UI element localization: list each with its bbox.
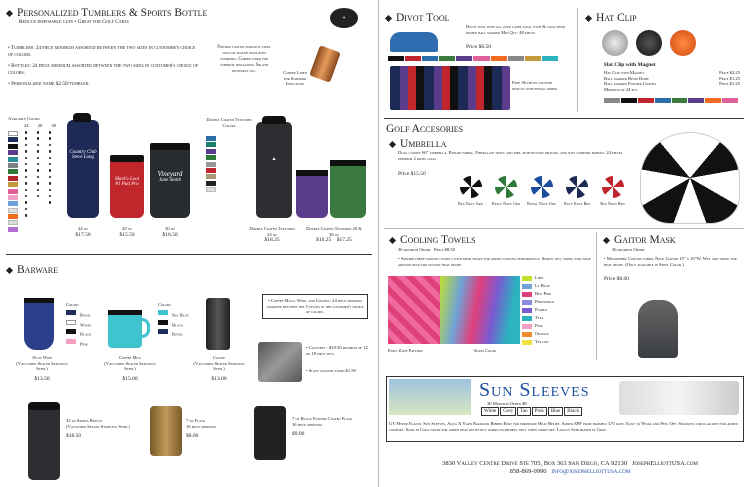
gaiter-price: Price $8.00 [604, 276, 630, 282]
engrave-name2: Jane Smith [158, 178, 182, 183]
swatch-light-blue [8, 201, 18, 206]
towel-solid-label: Solid Color [474, 348, 497, 353]
size-30: 30 [51, 123, 56, 128]
footer-phone: 858-869-0990 [509, 468, 547, 475]
black-flask-info: 7 oz Black Powder Coated Flask 16 piece minimum. $9.00 [292, 416, 353, 438]
price-30: 30 oz $16.50 [162, 226, 178, 238]
engrave-club: Country Club [69, 150, 97, 155]
swatch-purple [8, 150, 18, 155]
double-20-image [296, 170, 328, 218]
tumbler-30-image [150, 143, 190, 218]
gaiter-heading [604, 234, 676, 246]
towel-fan-image [440, 276, 520, 344]
divot-counter-note: Free 36 pieces counter display with initial order [512, 80, 557, 91]
hatclip-prices: Hat Clip with Magnet Price $2.25 Ball marker Resin Dome Price $1.25 Ball marker Powder Coated Price $1.25 Minimum of 24 pcs. [604, 70, 740, 93]
golf-accessories-title: Golf Accesories [386, 123, 464, 135]
towels-heading [390, 234, 476, 246]
sports-bottle-image [28, 402, 60, 480]
sun-sleeves-desc: UV Hyper Elastic Sun Sleeves, Aqua X Yarn Radiator Ribbed Knit for immediate Heat Relief. Added SPF from harmful UV rays. Easy to Wear and Peel Off. Seamless circular knit for added comfort. Soak in Cold water for added heat relief but works incredibly well when worn dry. Logo is Sublimated in Gray. [389, 421, 738, 432]
swatch-black [8, 144, 18, 149]
swatch-lavender [8, 227, 18, 232]
tumblers-section [7, 7, 377, 25]
umbrella-icon [602, 176, 624, 198]
coasters-image [258, 342, 302, 382]
divider [6, 254, 372, 255]
towel-pattern-label: Endy Zone Pattern [388, 348, 423, 353]
swatch-orange [8, 214, 18, 219]
wine-tumbler-image [24, 298, 54, 350]
powder-note: Powder coated stainless steel vacuum sealed insulated tumblers. Copper lined for superior insulation. Splash resistant lid. [217, 45, 271, 74]
mug-info: Coffee Mug (Vacuumed Sealed Stainless Steel) $15.00 [104, 355, 156, 383]
logo-emblem: ✦ [330, 8, 358, 28]
swatch-green [8, 169, 18, 174]
divot-display-image [390, 66, 510, 110]
divot-title: Divot Tool [396, 12, 450, 24]
double-30-image [330, 160, 366, 218]
engrave-fun2: #1 Putt Pro [115, 182, 139, 187]
coozie-info: Coozie (Vacuumed Sealed Stainless Steel) $13.00 [193, 355, 245, 383]
double-coated-label: Double Coated Textured Colors [206, 117, 252, 128]
towel-color-list: Lime Lt Blue Hot Pink Periwinkle Purple Teal Pink Orange Yellow [522, 274, 554, 346]
hatclip-subtitle: Hat Clip with Magnet [604, 62, 656, 68]
sun-sleeves-min: 30 Minimum Order $8 [487, 401, 527, 406]
available-colors-label: Available Colors [8, 116, 40, 121]
towels-title: Cooling Towels [400, 234, 476, 246]
hat-clip-silver-image [602, 30, 628, 56]
hat-clip-orange-image [670, 30, 696, 56]
umbrella-icon [566, 176, 588, 198]
gaiter-image [638, 300, 678, 358]
sun-sleeves-title: Sun Sleeves [479, 379, 590, 401]
divot-price: Price $8.50 [466, 44, 492, 50]
mug-colors: Sea Blue Black Royal [158, 310, 189, 339]
sleeve-product-image [619, 381, 739, 415]
engrave-vineyard: Vineyard [157, 170, 183, 178]
color-swatches [8, 131, 18, 233]
swatch-gold [8, 182, 18, 187]
gaiter-desc: • Microfiber Cooling fabric Neck Gaitor 15" x 10"W. Wet and wring for heat relief. (Only available in Steel Color.) [604, 256, 737, 267]
towel-pattern-image [388, 276, 440, 344]
dots-col-20 [36, 131, 40, 201]
sports-bottle-info: 32 oz Sports Bottle (Vacuumed Sealed Stainless Steel) $18.50 [66, 418, 130, 440]
coffee-mug-image [108, 310, 142, 348]
umbrella-options: Blk Navy Grn Kelly Navy Grn Royal Navy Grn Navy Navy Red Blk Navy Red [454, 176, 629, 206]
coasters-note: • Coasters - $10.50 minimum of 12 or 18 piece sets. [306, 345, 368, 356]
price-20: 20 oz $15.50 [119, 226, 135, 238]
dots-col-24 [24, 131, 28, 220]
dots-col-30 [48, 131, 52, 208]
towels-desc: • Absorb three-cooling towels with mesh weave for added cooling performance. Simply wet, wring and wrap around neck for instant heat relief. [398, 256, 591, 267]
hat-clip-black-image [636, 30, 662, 56]
umbrella-icon [495, 176, 517, 198]
tumbler-20-image [110, 155, 144, 218]
footer-address: 3830 Valley Centre Drive Ste 705, Box 363 San Diego, CA 92130 [442, 460, 628, 467]
barware-heading [7, 264, 58, 276]
stand-note: • Slate coaster stand $1.50 [306, 368, 356, 373]
swatch-red [8, 176, 18, 181]
footer [400, 460, 740, 475]
tumblers-subtitle: Reduce disposable cups • Great for Golf Carts [19, 19, 129, 25]
wine-colors: Royal White Black Pink [66, 310, 91, 349]
divot-tool-image [390, 32, 438, 52]
umbrella-price: Price $15.50 [398, 171, 426, 177]
name-bullet: • Personalized name $2.50/tumbler. [8, 81, 90, 87]
copper-note: Copper Lined for Superior Insulation [283, 70, 307, 87]
wine-colors-label: Colors [66, 302, 79, 307]
tumblers-title: Personalized Tumblers & Sports Bottle [17, 7, 208, 19]
swatch-grey [8, 163, 18, 168]
golfer-image [389, 379, 471, 415]
engrave-name: Steve Long [71, 155, 95, 160]
umbrella-title: Umbrella [400, 138, 447, 150]
swatch-silver [8, 208, 18, 213]
footer-site: JosephElliottUSA.com [632, 460, 698, 467]
umbrella-heading [390, 138, 447, 150]
coozie-image [206, 298, 230, 350]
size-20: 20 [37, 123, 43, 128]
flask-info: 7 oz Flask 16 piece minimum. $8.00 [186, 418, 217, 440]
hatclip-heading [586, 12, 637, 24]
size-headers [24, 123, 56, 129]
umbrella-icon [531, 176, 553, 198]
footer-email[interactable]: info@josephelliottusa.com [551, 468, 631, 475]
divot-heading [386, 12, 450, 24]
divot-desc: Divot tool with all over laser logo, etch & logo resin domed ball marker Min Qty: 48 pieces. [466, 24, 566, 35]
swatch-light-pink [8, 195, 18, 200]
umbrella-desc: Dual canopy 60" umbrella, Pongee fabric, Fiberglass shaft and ribs, push button release, and soft comfort handle. 24 pieces minimum 2 panel logo [398, 150, 623, 161]
wine-info: 16 oz Wine (Vacuumed Sealed Stainless Steel) $13.50 [16, 355, 68, 383]
mug-colors-label: Colors [158, 302, 171, 307]
size-24: 24 [24, 123, 29, 128]
price-24: 24 oz $17.50 [75, 226, 91, 238]
double-24-image: ▲ [256, 122, 292, 218]
swatch-white [8, 131, 18, 136]
price-double-20-30: Double Coated Textured 20 & 30 oz $16.25 $17.25 [306, 226, 362, 244]
bullet-icon [6, 10, 13, 17]
tumblers-bullets [8, 45, 200, 88]
hatclip-color-bar [604, 98, 738, 103]
sleeve-colors: White Grey Tan Pink Blue Black [481, 407, 583, 416]
divot-color-bar [388, 56, 558, 61]
flask-image [150, 406, 182, 456]
tumbler-bullet: • Tumblers: 24 piece minimum assorted between the two sizes in customer's choice of colors. [8, 45, 196, 58]
swatch-light-grey [8, 220, 18, 225]
towels-min: 36 minimum Order Price $8.50 [398, 247, 455, 252]
barware-title: Barware [17, 264, 59, 276]
price-double-24: Double Coated Textured 24 oz $18.25 [249, 226, 295, 244]
sun-sleeves-box [386, 376, 744, 442]
bottle-bullet: • Bottles: 24 piece minimum assorted between the two sizes in customer's choice of colors. [8, 63, 199, 76]
gaiter-title: Gaitor Mask [614, 234, 676, 246]
page-divider [378, 0, 379, 487]
umbrella-icon [460, 176, 482, 198]
swatch-navy [8, 137, 18, 142]
swatch-teal [8, 157, 18, 162]
bottle-24-image [67, 120, 99, 218]
gaiter-min: 36 minimum Order [612, 247, 645, 252]
engrave-fun: Mark's Loot [114, 177, 140, 182]
copper-tumbler-image [309, 45, 341, 83]
mug-handle [138, 318, 150, 338]
hatclip-title: Hat Clip [596, 12, 637, 24]
umbrella-large-image [640, 132, 740, 224]
combo-note: • Coffee Mugs, Wine, and Coozies: 24 piece minimum assorted between the 3 styles in the customer's choice of colors. [262, 294, 368, 319]
double-coated-swatches [206, 136, 220, 194]
black-flask-image [254, 406, 286, 460]
swatch-pink [8, 189, 18, 194]
